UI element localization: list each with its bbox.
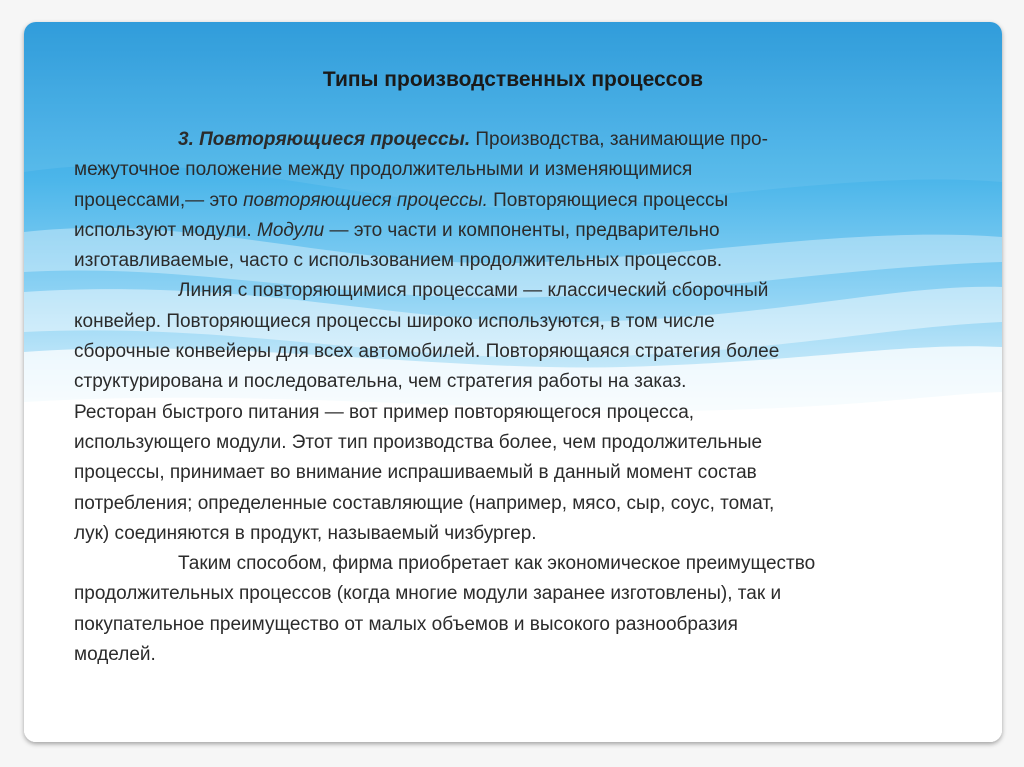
- body-line: [74, 216, 984, 246]
- body-line: [74, 489, 984, 519]
- body-line: [74, 307, 984, 337]
- text-run: Линия с повторяющимися процессами — классический сборочный: [178, 280, 769, 302]
- text-run: Производства, занимающие про-: [470, 129, 768, 150]
- body-line: [74, 337, 984, 367]
- slide: [24, 22, 1002, 742]
- body-line: [74, 428, 984, 458]
- emphasized-text: 3. Повторяющиеся процессы.: [178, 129, 471, 150]
- body-line: [74, 276, 984, 306]
- text-run: покупательное преимущество от малых объемов и высокого разнообразия: [74, 613, 738, 635]
- text-run: изготавливаемые, часто с использованием продолжительных процессов.: [74, 250, 723, 272]
- text-run: конвейер. Повторяющиеся процессы широко используются, в том числе: [74, 310, 715, 332]
- text-run: процессы, принимает во внимание испрашиваемый в данный момент состав: [74, 462, 757, 484]
- body-line: [74, 125, 984, 155]
- text-run: потребления; определенные составляющие (например, мясо, сыр, соус, томат,: [74, 492, 775, 514]
- emphasized-text: Модули: [257, 219, 325, 241]
- body-line: [74, 519, 984, 549]
- body-line: [74, 367, 984, 397]
- body-line: [74, 246, 984, 276]
- text-run: моделей.: [74, 644, 156, 666]
- slide-content: [24, 22, 1002, 742]
- body-line: [74, 579, 984, 609]
- body-line: [74, 186, 984, 216]
- body-line: [74, 549, 984, 579]
- body-line: [74, 610, 984, 640]
- text-run: структурирована и последовательна, чем стратегия работы на заказ.: [74, 371, 687, 393]
- text-run: Ресторан быстрого питания — вот пример повторяющегося процесса,: [74, 401, 695, 423]
- text-run: использующего модули. Этот тип производства более, чем продолжительные: [74, 431, 763, 453]
- text-run: продолжительных процессов (когда многие модули заранее изготовлены), так и: [74, 583, 782, 605]
- body-line: [74, 155, 984, 185]
- text-run: Таким способом, фирма приобретает как экономическое преимущество: [178, 553, 816, 575]
- slide-body-text: [74, 125, 984, 670]
- text-run: сборочные конвейеры для всех автомобилей. Повторяющаяся стратегия более: [74, 341, 780, 363]
- text-run: Повторяющиеся процессы: [487, 189, 729, 211]
- text-run: процессами,— это: [74, 189, 244, 211]
- body-line: [74, 640, 984, 670]
- body-line: [74, 398, 984, 428]
- emphasized-text: повторяющиеся процессы.: [243, 189, 488, 211]
- body-line: [74, 458, 984, 488]
- text-run: — это части и компоненты, предварительно: [324, 219, 720, 241]
- slide-title: Типы производственных процессов: [322, 68, 704, 91]
- text-run: межуточное положение между продолжительными и изменяющимися: [74, 159, 693, 181]
- text-run: лук) соединяются в продукт, называемый чизбургер.: [74, 522, 537, 544]
- text-run: используют модули.: [74, 219, 257, 241]
